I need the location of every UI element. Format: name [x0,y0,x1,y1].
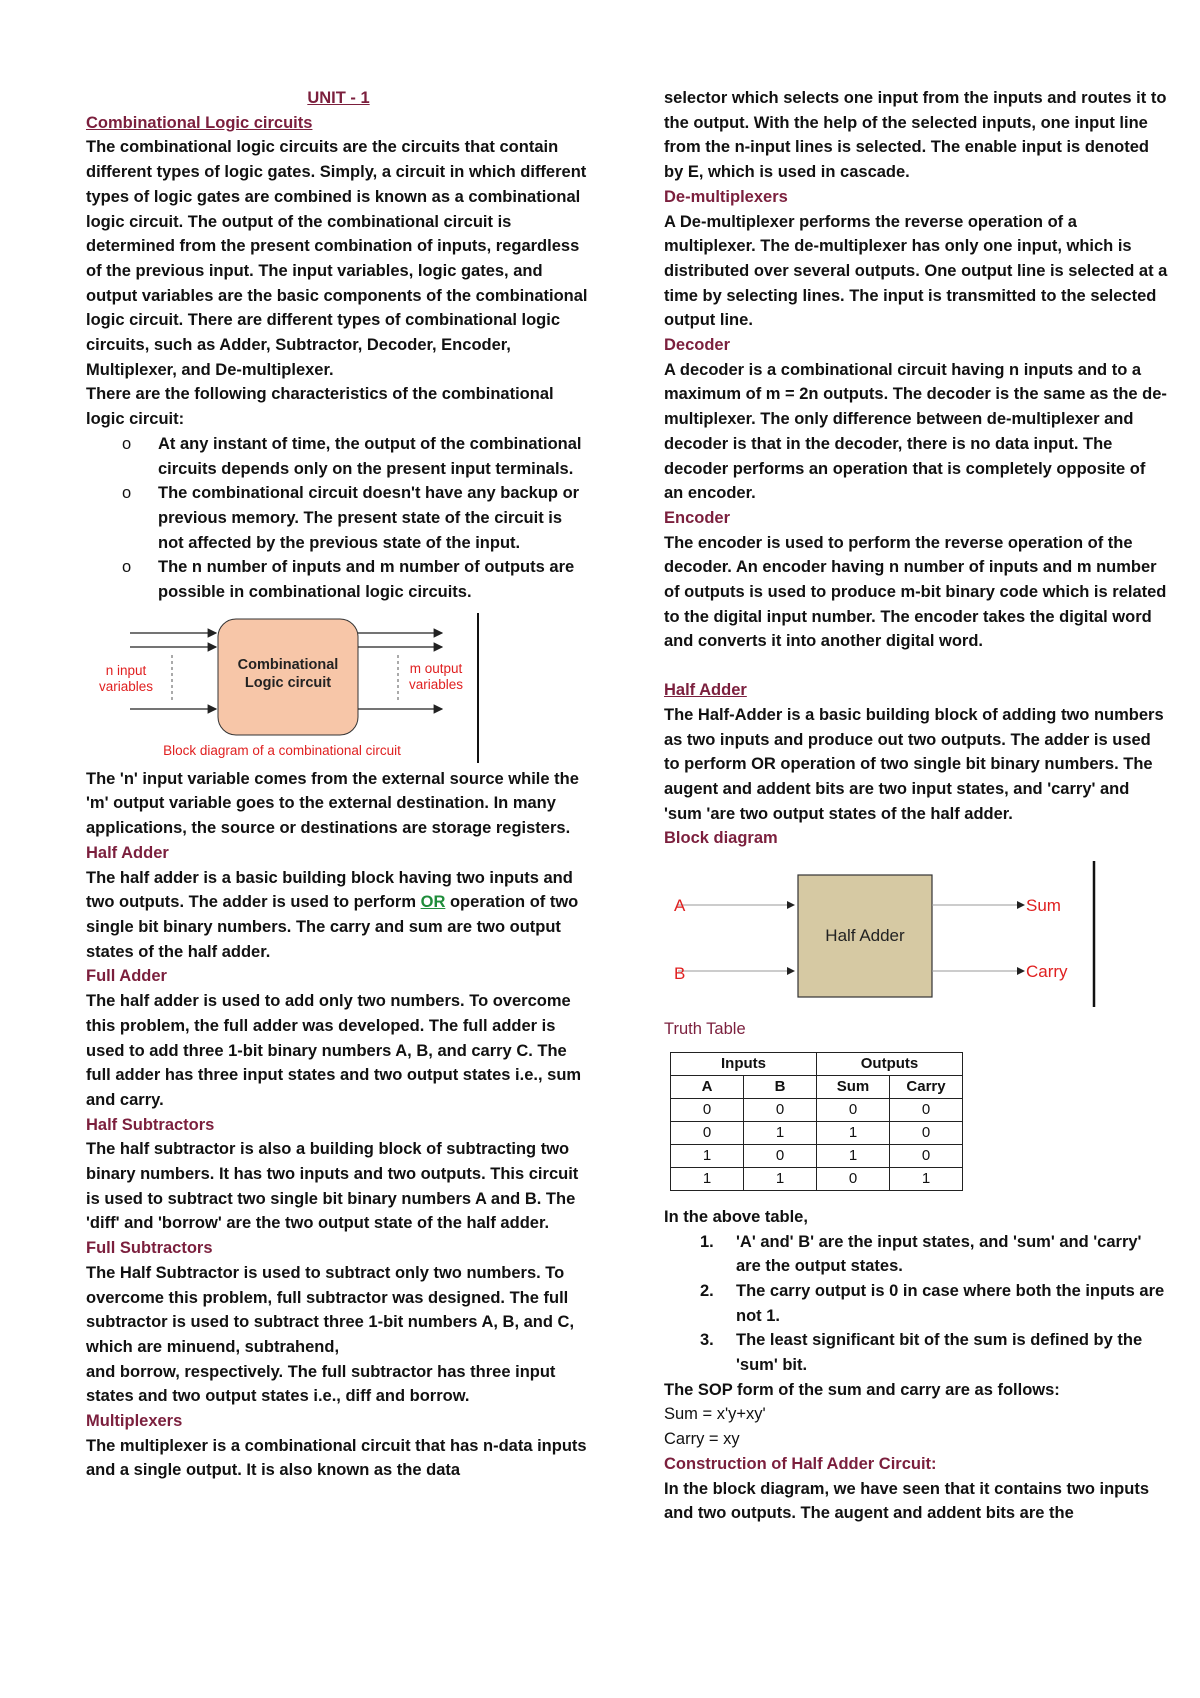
input-a-label: A [674,896,686,916]
inputs-header: Inputs [671,1052,817,1075]
encoder-paragraph: The encoder is used to perform the reverse operation of the decoder. An encoder having n number of inputs and m number of outputs is used to produce m-bit binary code which is related to the digital input number. The encoder takes the digital word and converts it into another digital word. [664,533,1167,651]
table-column-header [671,1075,963,1098]
table-cell: 0 [817,1167,890,1190]
column-header-carry: Carry [890,1075,963,1098]
table-cell: 1 [671,1144,744,1167]
characteristics-list [86,432,591,605]
carry-equation: Carry = xy [664,1430,740,1449]
unit-title: UNIT - 1 [307,89,370,107]
half-adder-block-diagram [664,859,1124,1009]
output-carry-label: Carry [1026,962,1068,982]
full-subtractor-paragraph-b: and borrow, respectively. The full subtractor has three input states and two output states i.e., diff and borrow. [86,1362,556,1406]
table-cell: 1 [817,1121,890,1144]
list-item: 2. The carry output is 0 in case where both the inputs are not 1. [700,1281,1165,1325]
right-column [664,86,1169,1526]
table-cell: 0 [744,1144,817,1167]
column-header-sum: Sum [817,1075,890,1098]
table-cell: 1 [671,1167,744,1190]
input-label-line1: n input [105,662,147,678]
output-sum-label: Sum [1026,896,1061,916]
box-label-line2: Logic circuit [244,674,332,691]
half-adder-right-paragraph: The Half-Adder is a basic building block of adding two numbers as two inputs and produce out two outputs. The adder is used to perform OR operation of two single bit binary numbers. The augent and addent bits are two input states, and 'carry' and 'sum 'are two output states of the half adder. [664,705,1164,823]
table-cell: 1 [744,1167,817,1190]
table-cell: 0 [890,1144,963,1167]
table-row [671,1121,963,1144]
numbered-list [664,1230,1169,1378]
table-cell: 1 [890,1167,963,1190]
heading-full-adder: Full Adder [86,967,167,986]
table-row [671,1098,963,1121]
table-cell: 0 [890,1098,963,1121]
combinational-block-diagram [86,613,506,763]
heading-demultiplexers: De-multiplexers [664,187,788,206]
table-cell: 0 [890,1121,963,1144]
or-link[interactable]: OR [420,893,446,912]
column-header-b: B [744,1075,817,1098]
bullet-marker: o [122,484,132,503]
multiplexer-continued: selector which selects one input from the inputs and routes it to the output. With the help of the selected inputs, one input line from the n-input lines is selected. The enable input is denoted by E, which is used in cascade. [664,89,1167,182]
table-cell: 0 [744,1098,817,1121]
list-item: 3. The least significant bit of the sum is defined by the 'sum' bit. [700,1331,1143,1375]
characteristics-intro: There are the following characteristics of the combinational logic circuit: [86,385,554,429]
intro-paragraph: The combinational logic circuits are the circuits that contain different types of logic gates. Simply, a circuit in which different types of logic gates are combined is known as a combinational logic circuit. The output of the combinational circuit is determined from the present combination of inputs, regardless of the previous input. The input variables, logic gates, and output variables are the basic components of the combinational logic circuit. There are different types of combinational logic circuits, such as Adder, Subtractor, Decoder, Encoder, Multiplexer, and De-multiplexer. [86,138,588,379]
after-diagram-paragraph: The 'n' input variable comes from the external source while the 'm' output variable goes to the external destination. In many applications, the source or destinations are storage registers. [86,769,579,838]
heading-multiplexers: Multiplexers [86,1412,183,1431]
table-cell: 0 [671,1121,744,1144]
output-label-line2: variables [408,676,464,692]
table-cell: 0 [671,1098,744,1121]
outputs-header: Outputs [817,1052,963,1075]
truth-table [670,1052,963,1191]
half-adder-box-label: Half Adder [825,926,905,946]
heading-half-adder-right: Half Adder [664,681,747,700]
heading-construction: Construction of Half Adder Circuit: [664,1454,937,1473]
half-adder-paragraph: The half adder is a basic building block having two inputs and two outputs. The adder is used to perform OR operation of two single bit binary numbers. The carry and sum are two output states of the half adder. [86,868,579,961]
bullet-marker: o [122,434,132,453]
table-cell: 1 [744,1121,817,1144]
sum-equation: Sum = x'y+xy' [664,1405,766,1424]
sop-intro: The SOP form of the sum and carry are as follows: [664,1380,1060,1399]
multiplexer-paragraph: The multiplexer is a combinational circuit that has n-data inputs and a single output. It is also known as the data [86,1436,587,1480]
list-item: o The combinational circuit doesn't have any backup or previous memory. The present state of the circuit is not affected by the previous state of the input. [158,481,591,555]
table-note: In the above table, [664,1207,808,1226]
table-row [671,1144,963,1167]
column-header-a: A [671,1075,744,1098]
input-label-line2: variables [98,678,154,694]
input-b-label: B [674,964,686,984]
full-subtractor-paragraph-a: The Half Subtractor is used to subtract only two numbers. To overcome this problem, full subtractor was designed. The full subtractor is used to subtract three 1-bit numbers A, B, and C, which are minuend, subtrahend, [86,1263,575,1356]
table-group-header [671,1052,963,1075]
box-label-line1: Combinational [237,656,339,673]
left-column [86,86,591,1483]
table-row [671,1167,963,1190]
heading-truth-table: Truth Table [664,1020,746,1039]
heading-half-subtractors: Half Subtractors [86,1115,215,1134]
heading-block-diagram: Block diagram [664,829,778,848]
table-cell: 1 [817,1144,890,1167]
demultiplexer-paragraph: A De-multiplexer performs the reverse operation of a multiplexer. The de-multiplexer has only one input, which is distributed over several outputs. One output line is selected at a time by selecting lines. The input is transmitted to the selected output line. [664,212,1168,330]
heading-decoder: Decoder [664,336,731,355]
construction-paragraph: In the block diagram, we have seen that it contains two inputs and two outputs. The augent and addent bits are the [664,1479,1150,1523]
bullet-marker: o [122,558,132,577]
table-cell: 0 [817,1098,890,1121]
half-subtractor-paragraph: The half subtractor is also a building block of subtracting two binary numbers. It has two inputs and two outputs. This circuit is used to subtract two single bit binary numbers A and B. The 'diff' and 'borrow' are the two output state of the half adder. [86,1140,579,1233]
heading-half-adder: Half Adder [86,843,169,862]
decoder-paragraph: A decoder is a combinational circuit having n inputs and to a maximum of m = 2n outputs. The decoder is the same as the de-multiplexer. The only difference between de-multiplexer and decoder is that in the decoder, there is no data input. The decoder performs an operation that is completely opposite of an encoder. [664,360,1167,503]
diagram-caption: Block diagram of a combinational circuit [163,742,401,758]
heading-full-subtractors: Full Subtractors [86,1239,213,1258]
list-item: 1. 'A' and' B' are the input states, and 'sum' and 'carry' are the output states. [700,1232,1142,1276]
list-item: o The n number of inputs and m number of outputs are possible in combinational logic circuits. [158,555,591,604]
full-adder-paragraph: The half adder is used to add only two numbers. To overcome this problem, the full adder was developed. The full adder is used to add three 1-bit binary numbers A, B, and carry C. The full adder has three input states and two output states i.e., sum and carry. [86,992,582,1109]
output-label-line1: m output [409,660,463,676]
list-item: o At any instant of time, the output of the combinational circuits depends only on the present input terminals. [158,432,591,481]
heading-encoder: Encoder [664,508,731,527]
section-heading-combinational: Combinational Logic circuits [86,113,313,132]
